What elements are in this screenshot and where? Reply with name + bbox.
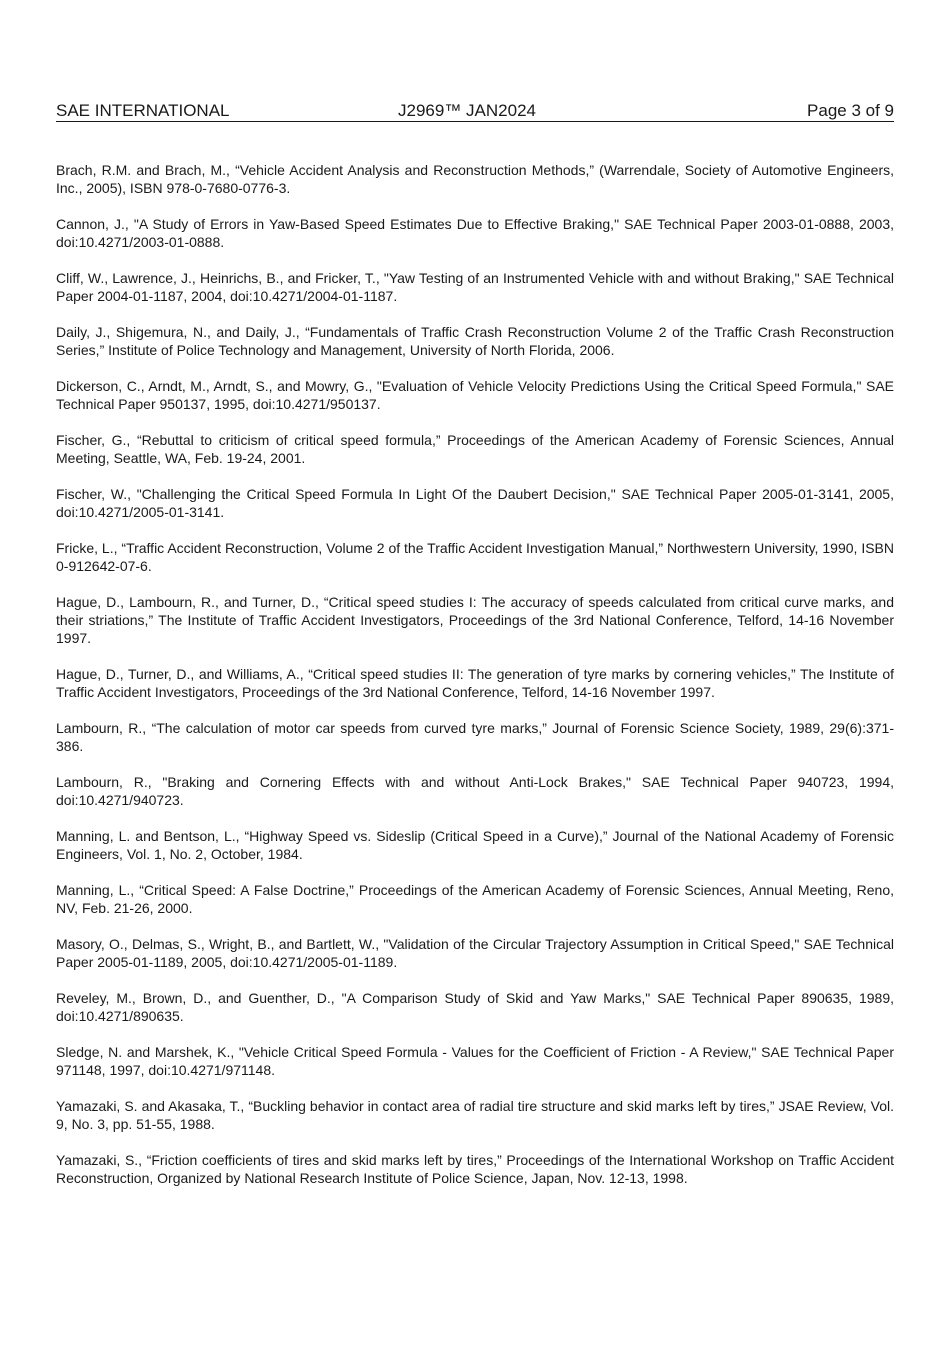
reference-item: Brach, R.M. and Brach, M., “Vehicle Accident Analysis and Reconstruction Methods,” (Warrendale, Society of Automotive Engineers, Inc., 2005), ISBN 978-0-7680-0776-3.	[56, 162, 894, 196]
page-header	[56, 100, 894, 122]
reference-item: Manning, L. and Bentson, L., “Highway Speed vs. Sideslip (Critical Speed in a Curve),” Journal of the National Academy of Forensic Engineers, Vol. 1, No. 2, October, 1984.	[56, 828, 894, 862]
reference-item: Masory, O., Delmas, S., Wright, B., and Bartlett, W., "Validation of the Circular Trajectory Assumption in Critical Speed," SAE Technical Paper 2005-01-1189, 2005, doi:10.4271/2005-01-1189.	[56, 936, 894, 970]
reference-item: Lambourn, R., “The calculation of motor car speeds from curved tyre marks,” Journal of Forensic Science Society, 1989, 29(6):371-386.	[56, 720, 894, 754]
reference-list	[56, 161, 894, 1187]
reference-item: Fricke, L., “Traffic Accident Reconstruction, Volume 2 of the Traffic Accident Investigation Manual,” Northwestern University, 1990, ISBN 0-912642-07-6.	[56, 540, 894, 574]
reference-item: Manning, L., “Critical Speed: A False Doctrine,” Proceedings of the American Academy of Forensic Sciences, Annual Meeting, Reno, NV, Feb. 21-26, 2000.	[56, 882, 894, 916]
header-page-number: Page 3 of 9	[807, 101, 894, 120]
header-document-id: J2969™ JAN2024	[398, 101, 536, 120]
reference-item: Dickerson, C., Arndt, M., Arndt, S., and Mowry, G., "Evaluation of Vehicle Velocity Predictions Using the Critical Speed Formula," SAE Technical Paper 950137, 1995, doi:10.4271/950137.	[56, 378, 894, 412]
reference-item: Fischer, G., “Rebuttal to criticism of critical speed formula,” Proceedings of the American Academy of Forensic Sciences, Annual Meeting, Seattle, WA, Feb. 19-24, 2001.	[56, 432, 894, 466]
reference-item: Fischer, W., "Challenging the Critical Speed Formula In Light Of the Daubert Decision," SAE Technical Paper 2005-01-3141, 2005, doi:10.4271/2005-01-3141.	[56, 486, 894, 520]
reference-item: Hague, D., Turner, D., and Williams, A., “Critical speed studies II: The generation of tyre marks by cornering vehicles,” The Institute of Traffic Accident Investigators, Proceedings of the 3rd National Conference, Telford, 14-16 November 1997.	[56, 666, 894, 700]
reference-item: Sledge, N. and Marshek, K., "Vehicle Critical Speed Formula - Values for the Coefficient of Friction - A Review," SAE Technical Paper 971148, 1997, doi:10.4271/971148.	[56, 1044, 894, 1078]
header-organization: SAE INTERNATIONAL	[56, 101, 230, 120]
reference-item: Yamazaki, S. and Akasaka, T., “Buckling behavior in contact area of radial tire structure and skid marks left by tires,” JSAE Review, Vol. 9, No. 3, pp. 51-55, 1988.	[56, 1098, 894, 1132]
document-page	[56, 100, 894, 1205]
reference-item: Hague, D., Lambourn, R., and Turner, D., “Critical speed studies I: The accuracy of speeds calculated from critical curve marks, and their striations,” The Institute of Traffic Accident Investigators, Proceedings of the 3rd National Conference, Telford, 14-16 November 1997.	[56, 594, 894, 646]
reference-item: Reveley, M., Brown, D., and Guenther, D., "A Comparison Study of Skid and Yaw Marks," SAE Technical Paper 890635, 1989, doi:10.4271/890635.	[56, 990, 894, 1024]
reference-item: Cannon, J., "A Study of Errors in Yaw-Based Speed Estimates Due to Effective Braking," SAE Technical Paper 2003-01-0888, 2003, doi:10.4271/2003-01-0888.	[56, 216, 894, 250]
reference-item: Lambourn, R., "Braking and Cornering Effects with and without Anti-Lock Brakes," SAE Technical Paper 940723, 1994, doi:10.4271/940723.	[56, 774, 894, 808]
reference-item: Daily, J., Shigemura, N., and Daily, J., “Fundamentals of Traffic Crash Reconstruction Volume 2 of the Traffic Crash Reconstruction Series,” Institute of Police Technology and Management, University of North Florida, 2006.	[56, 324, 894, 358]
reference-item: Cliff, W., Lawrence, J., Heinrichs, B., and Fricker, T., "Yaw Testing of an Instrumented Vehicle with and without Braking," SAE Technical Paper 2004-01-1187, 2004, doi:10.4271/2004-01-1187.	[56, 270, 894, 304]
reference-item: Yamazaki, S., “Friction coefficients of tires and skid marks left by tires,” Proceedings of the International Workshop on Traffic Accident Reconstruction, Organized by National Research Institute of Police Science, Japan, Nov. 12-13, 1998.	[56, 1152, 894, 1186]
